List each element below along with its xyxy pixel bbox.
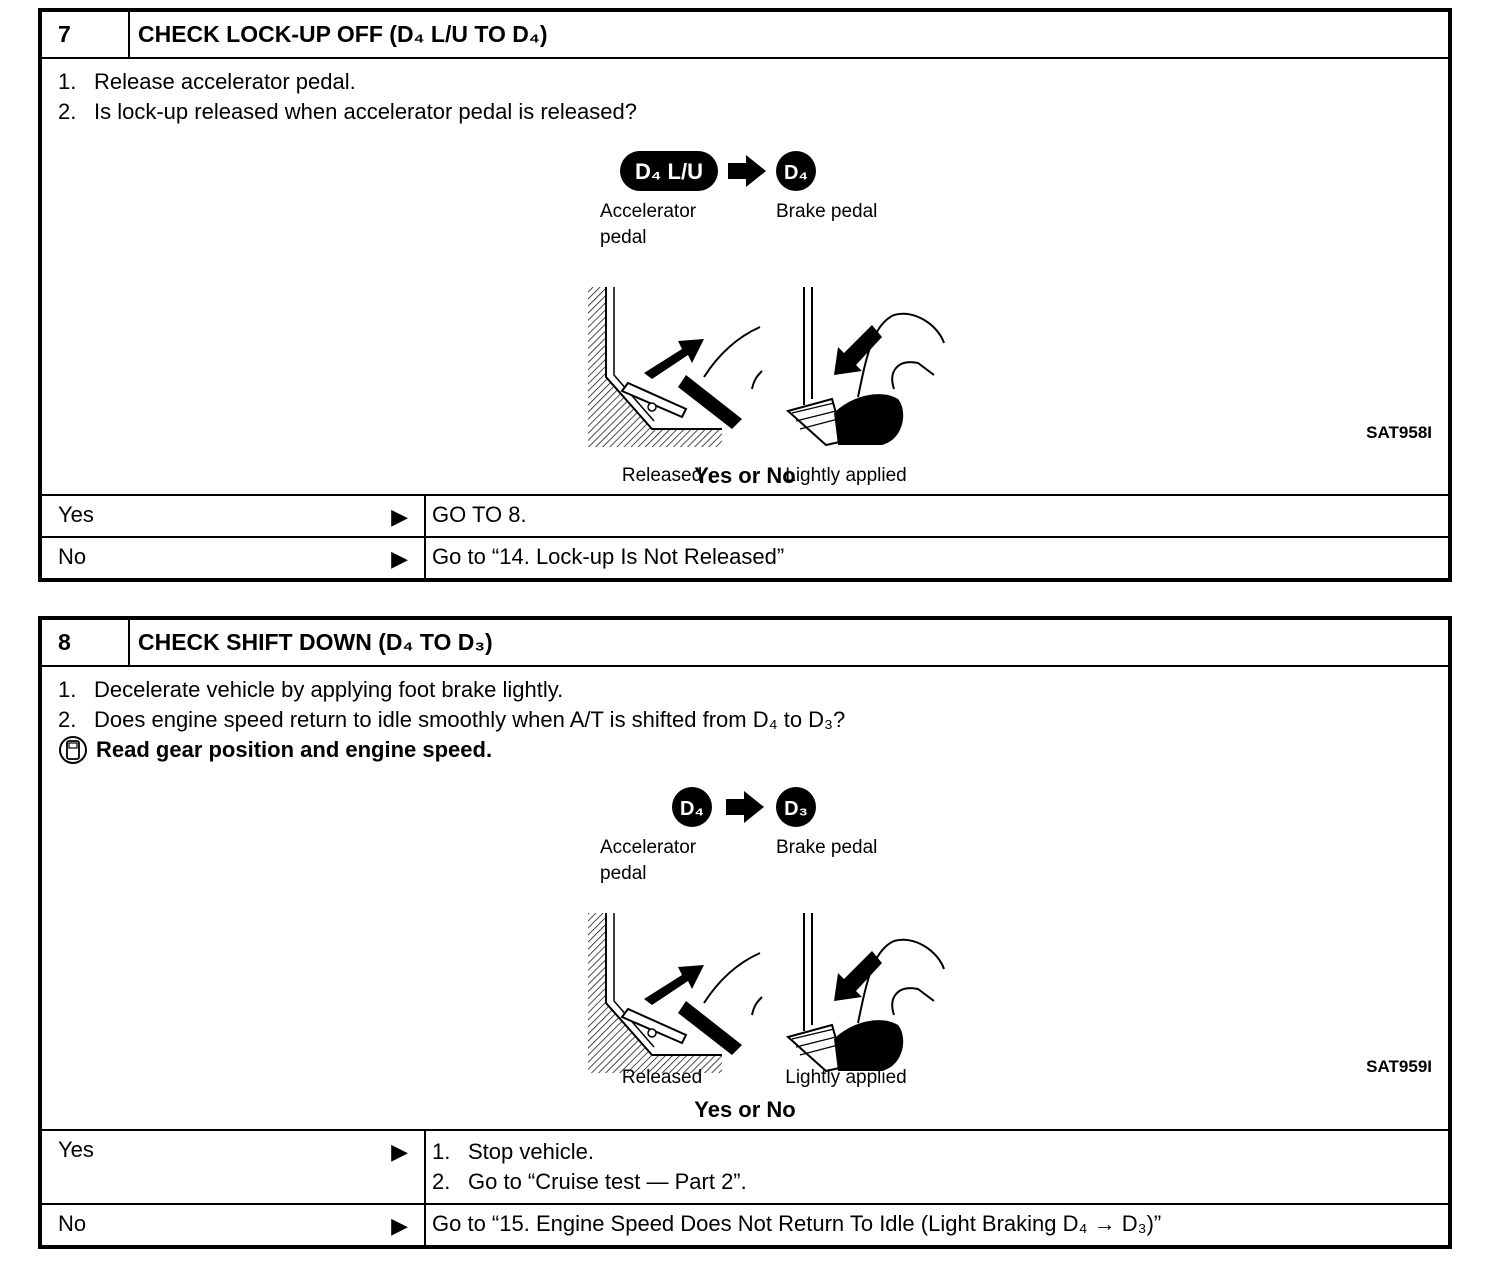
play-arrow-icon: ▶ <box>391 546 408 571</box>
step-7-panel <box>38 8 1452 582</box>
to-badge-label: D₃ <box>784 798 808 820</box>
consult-note: Read gear position and engine speed. <box>58 735 845 765</box>
lightly-applied-caption: Lightly applied <box>785 1067 907 1088</box>
action-item: 1. Stop vehicle. <box>432 1139 594 1164</box>
yes-label: Yes <box>58 502 94 527</box>
figure-code: SAT959I <box>1366 1057 1432 1076</box>
arrow-right-icon <box>726 791 764 823</box>
instruction-item: 1. Decelerate vehicle by applying foot brake lightly. <box>58 677 564 702</box>
from-badge-label: D₄ L/U <box>635 159 703 184</box>
no-label: No <box>58 1211 87 1236</box>
release-arrow-icon <box>644 965 704 1005</box>
yes-action <box>426 1131 753 1203</box>
instruction-item: 1. Release accelerator pedal. <box>58 69 356 94</box>
yes-row <box>42 1129 1448 1203</box>
brake-pedal-illustration <box>788 913 944 1071</box>
accelerator-pedal-illustration <box>588 287 762 447</box>
consult-tool-icon <box>58 735 88 765</box>
step-number: 8 <box>42 620 130 665</box>
play-arrow-icon: ▶ <box>391 504 408 529</box>
press-arrow-icon <box>834 325 882 375</box>
figure-code: SAT958I <box>1366 423 1432 442</box>
no-action: Go to “14. Lock-up Is Not Released” <box>432 544 785 569</box>
yes-label: Yes <box>58 1137 94 1162</box>
from-badge-label: D₄ <box>680 798 704 820</box>
play-arrow-icon: ▶ <box>391 1213 408 1238</box>
accelerator-label-2: pedal <box>600 863 647 884</box>
brake-pedal-illustration <box>788 287 944 445</box>
press-arrow-icon <box>834 951 882 1001</box>
step-title: CHECK SHIFT DOWN (D₄ TO D₃) <box>138 629 493 655</box>
instruction-item: 2. Does engine speed return to idle smoothly when A/T is shifted from D₄ to D₃? <box>58 707 846 732</box>
yes-action: GO TO 8. <box>432 502 527 527</box>
step-8-panel <box>38 616 1452 1249</box>
step-7-header <box>42 12 1448 59</box>
brake-label: Brake pedal <box>776 837 878 858</box>
step-8-header <box>42 620 1448 667</box>
lightly-applied-caption: Lightly applied <box>785 465 907 486</box>
step-8-body <box>42 667 1448 1129</box>
no-action: Go to “15. Engine Speed Does Not Return To Idle (Light Braking D₄ → D₃)” <box>432 1211 1162 1236</box>
step-7-body <box>42 59 1448 494</box>
no-label: No <box>58 544 87 569</box>
brake-label: Brake pedal <box>776 201 878 222</box>
no-row <box>42 536 1448 578</box>
yes-row <box>42 494 1448 536</box>
arrow-right-icon <box>728 155 766 187</box>
accelerator-pedal-illustration <box>588 913 762 1073</box>
step-title: CHECK LOCK-UP OFF (D₄ L/U TO D₄) <box>138 21 548 47</box>
yes-or-no-question: Yes or No <box>694 463 796 488</box>
to-badge-label: D₄ <box>784 162 808 184</box>
step-number: 7 <box>42 12 130 57</box>
no-row <box>42 1203 1448 1245</box>
accelerator-label: Accelerator <box>600 837 697 858</box>
released-caption: Released <box>621 465 703 486</box>
accelerator-label-2: pedal <box>600 227 647 248</box>
released-caption: Released <box>621 1067 703 1088</box>
yes-or-no-question: Yes or No <box>694 1097 796 1122</box>
instruction-list <box>58 67 637 127</box>
instruction-list <box>58 675 845 765</box>
pedal-diagram <box>582 785 942 1088</box>
instruction-item: 2. Is lock-up released when accelerator pedal is released? <box>58 99 637 124</box>
accelerator-label: Accelerator <box>600 201 697 222</box>
play-arrow-icon: ▶ <box>391 1139 408 1164</box>
release-arrow-icon <box>644 339 704 379</box>
action-item: 2. Go to “Cruise test — Part 2”. <box>432 1169 747 1194</box>
